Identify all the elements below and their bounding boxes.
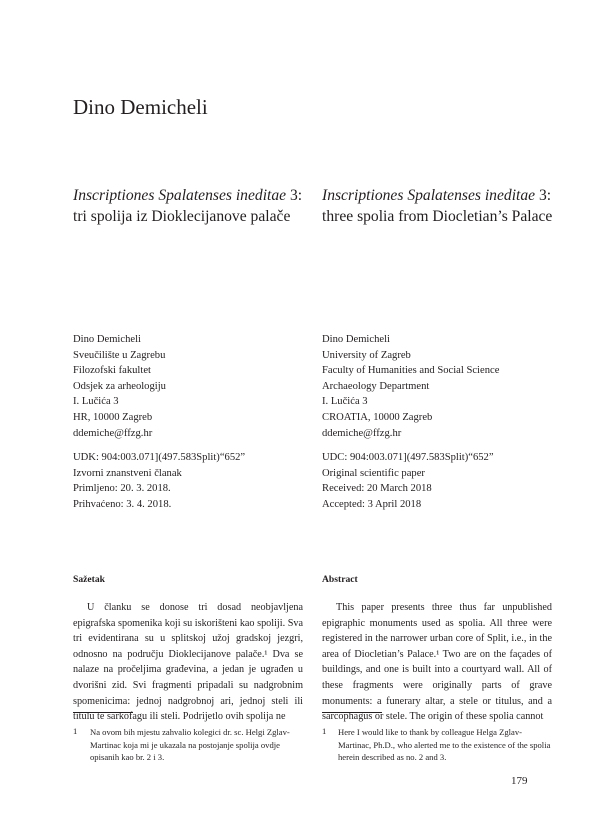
footnote-text-croatian: Na ovom bih mjestu zahvalio kolegici dr. sc. Helgi Zglav-Martinac koja mi je ukazala na postojanje spolija ovdje opisanih kao br. 2 i 3. bbox=[90, 727, 290, 762]
footnote-number: 1 bbox=[322, 726, 327, 736]
affiliation-line: Faculty of Humanities and Social Science bbox=[322, 365, 500, 377]
metadata-line: Prihvaćeno: 3. 4. 2018. bbox=[73, 498, 172, 510]
title-rest: 3: tri spolija iz Dioklecijanove palače bbox=[73, 187, 303, 225]
title-rest: 3: three spolia from Diocletian’s Palace bbox=[322, 187, 553, 225]
abstract-heading-croatian: Sažetak bbox=[73, 574, 105, 585]
metadata-line: Original scientific paper bbox=[322, 467, 425, 479]
affiliation-english bbox=[322, 332, 499, 441]
metadata-line: Accepted: 3 April 2018 bbox=[322, 498, 422, 510]
title-italic: Inscriptiones Spalatenses ineditae bbox=[73, 187, 287, 204]
affiliation-line: Dino Demicheli bbox=[73, 334, 141, 345]
title-english bbox=[322, 185, 562, 227]
footnote-number: 1 bbox=[73, 726, 78, 736]
affiliation-line: Odsjek za arheologiju bbox=[73, 380, 166, 392]
metadata-line: UDC: 904:003.071](497.583Split)“652” bbox=[322, 452, 494, 463]
affiliation-line: Dino Demicheli bbox=[322, 334, 390, 345]
affiliation-line: HR, 10000 Zagreb bbox=[73, 411, 153, 423]
affiliation-line: I. Lučića 3 bbox=[322, 396, 368, 408]
title-italic: Inscriptiones Spalatenses ineditae bbox=[322, 187, 536, 204]
footnote-rule bbox=[322, 712, 382, 713]
affiliation-line: Sveučilište u Zagrebu bbox=[73, 349, 166, 361]
footnote-rule bbox=[73, 712, 133, 713]
affiliation-line: Archaeology Department bbox=[322, 380, 430, 392]
metadata-line: Primljeno: 20. 3. 2018. bbox=[73, 483, 171, 495]
abstract-heading-english: Abstract bbox=[322, 574, 358, 585]
title-croatian bbox=[73, 185, 313, 227]
metadata-line: Received: 20 March 2018 bbox=[322, 483, 432, 495]
author-name: Dino Demicheli bbox=[73, 95, 208, 119]
metadata-line: UDK: 904:003.071](497.583Split)“652” bbox=[73, 452, 246, 463]
abstract-text-croatian: U članku se donose tri dosad neobjavljena epigrafska spomenika koji su iskorišteni kao spoliji. Sva tri evidentirana su u splitskoj užoj gradskoj jezgri, odnosno na području Dioklecijanove palače.¹ Dva se nalaze na pročeljima građevina, a jedan je ugrađen u dvorišni zid. Svi fragmenti pripadali su nadgrobnim spomenicima: jednoj nadgrobnoj ari, jednoj steli ili titulu te sarkofagu ili steli. Podrijetlo ovih spolija ne bbox=[73, 602, 303, 723]
affiliation-line: Filozofski fakultet bbox=[73, 365, 151, 377]
footnote-text-english: Here I would like to thank by colleague Helga Zglav-Martinac, Ph.D., who alerted me to the existence of the spolia herein described as no. 2 and 3. bbox=[338, 727, 551, 762]
affiliation-line: ddemiche@ffzg.hr bbox=[73, 427, 153, 439]
affiliation-line: University of Zagreb bbox=[322, 349, 411, 361]
metadata-croatian bbox=[73, 450, 245, 512]
metadata-line: Izvorni znanstveni članak bbox=[73, 467, 182, 479]
affiliation-line: ddemiche@ffzg.hr bbox=[322, 427, 402, 439]
metadata-english bbox=[322, 450, 494, 512]
affiliation-line: CROATIA, 10000 Zagreb bbox=[322, 411, 433, 423]
affiliation-croatian bbox=[73, 332, 166, 441]
page-number: 179 bbox=[511, 775, 528, 787]
abstract-text-english: This paper presents three thus far unpublished epigraphic monuments used as spolia. All three were registered in the narrower urban core of Split, i.e., in the area of Diocletian’s Palace.¹ Two are on the façades of buildings, and one is built into a courtyard wall. All of these fragments were originally parts of grave monuments: a funerary altar, a stele or titulus, and a sarcophagus or stele. The origin of these spolia cannot bbox=[322, 602, 552, 723]
affiliation-line: I. Lučića 3 bbox=[73, 396, 119, 408]
